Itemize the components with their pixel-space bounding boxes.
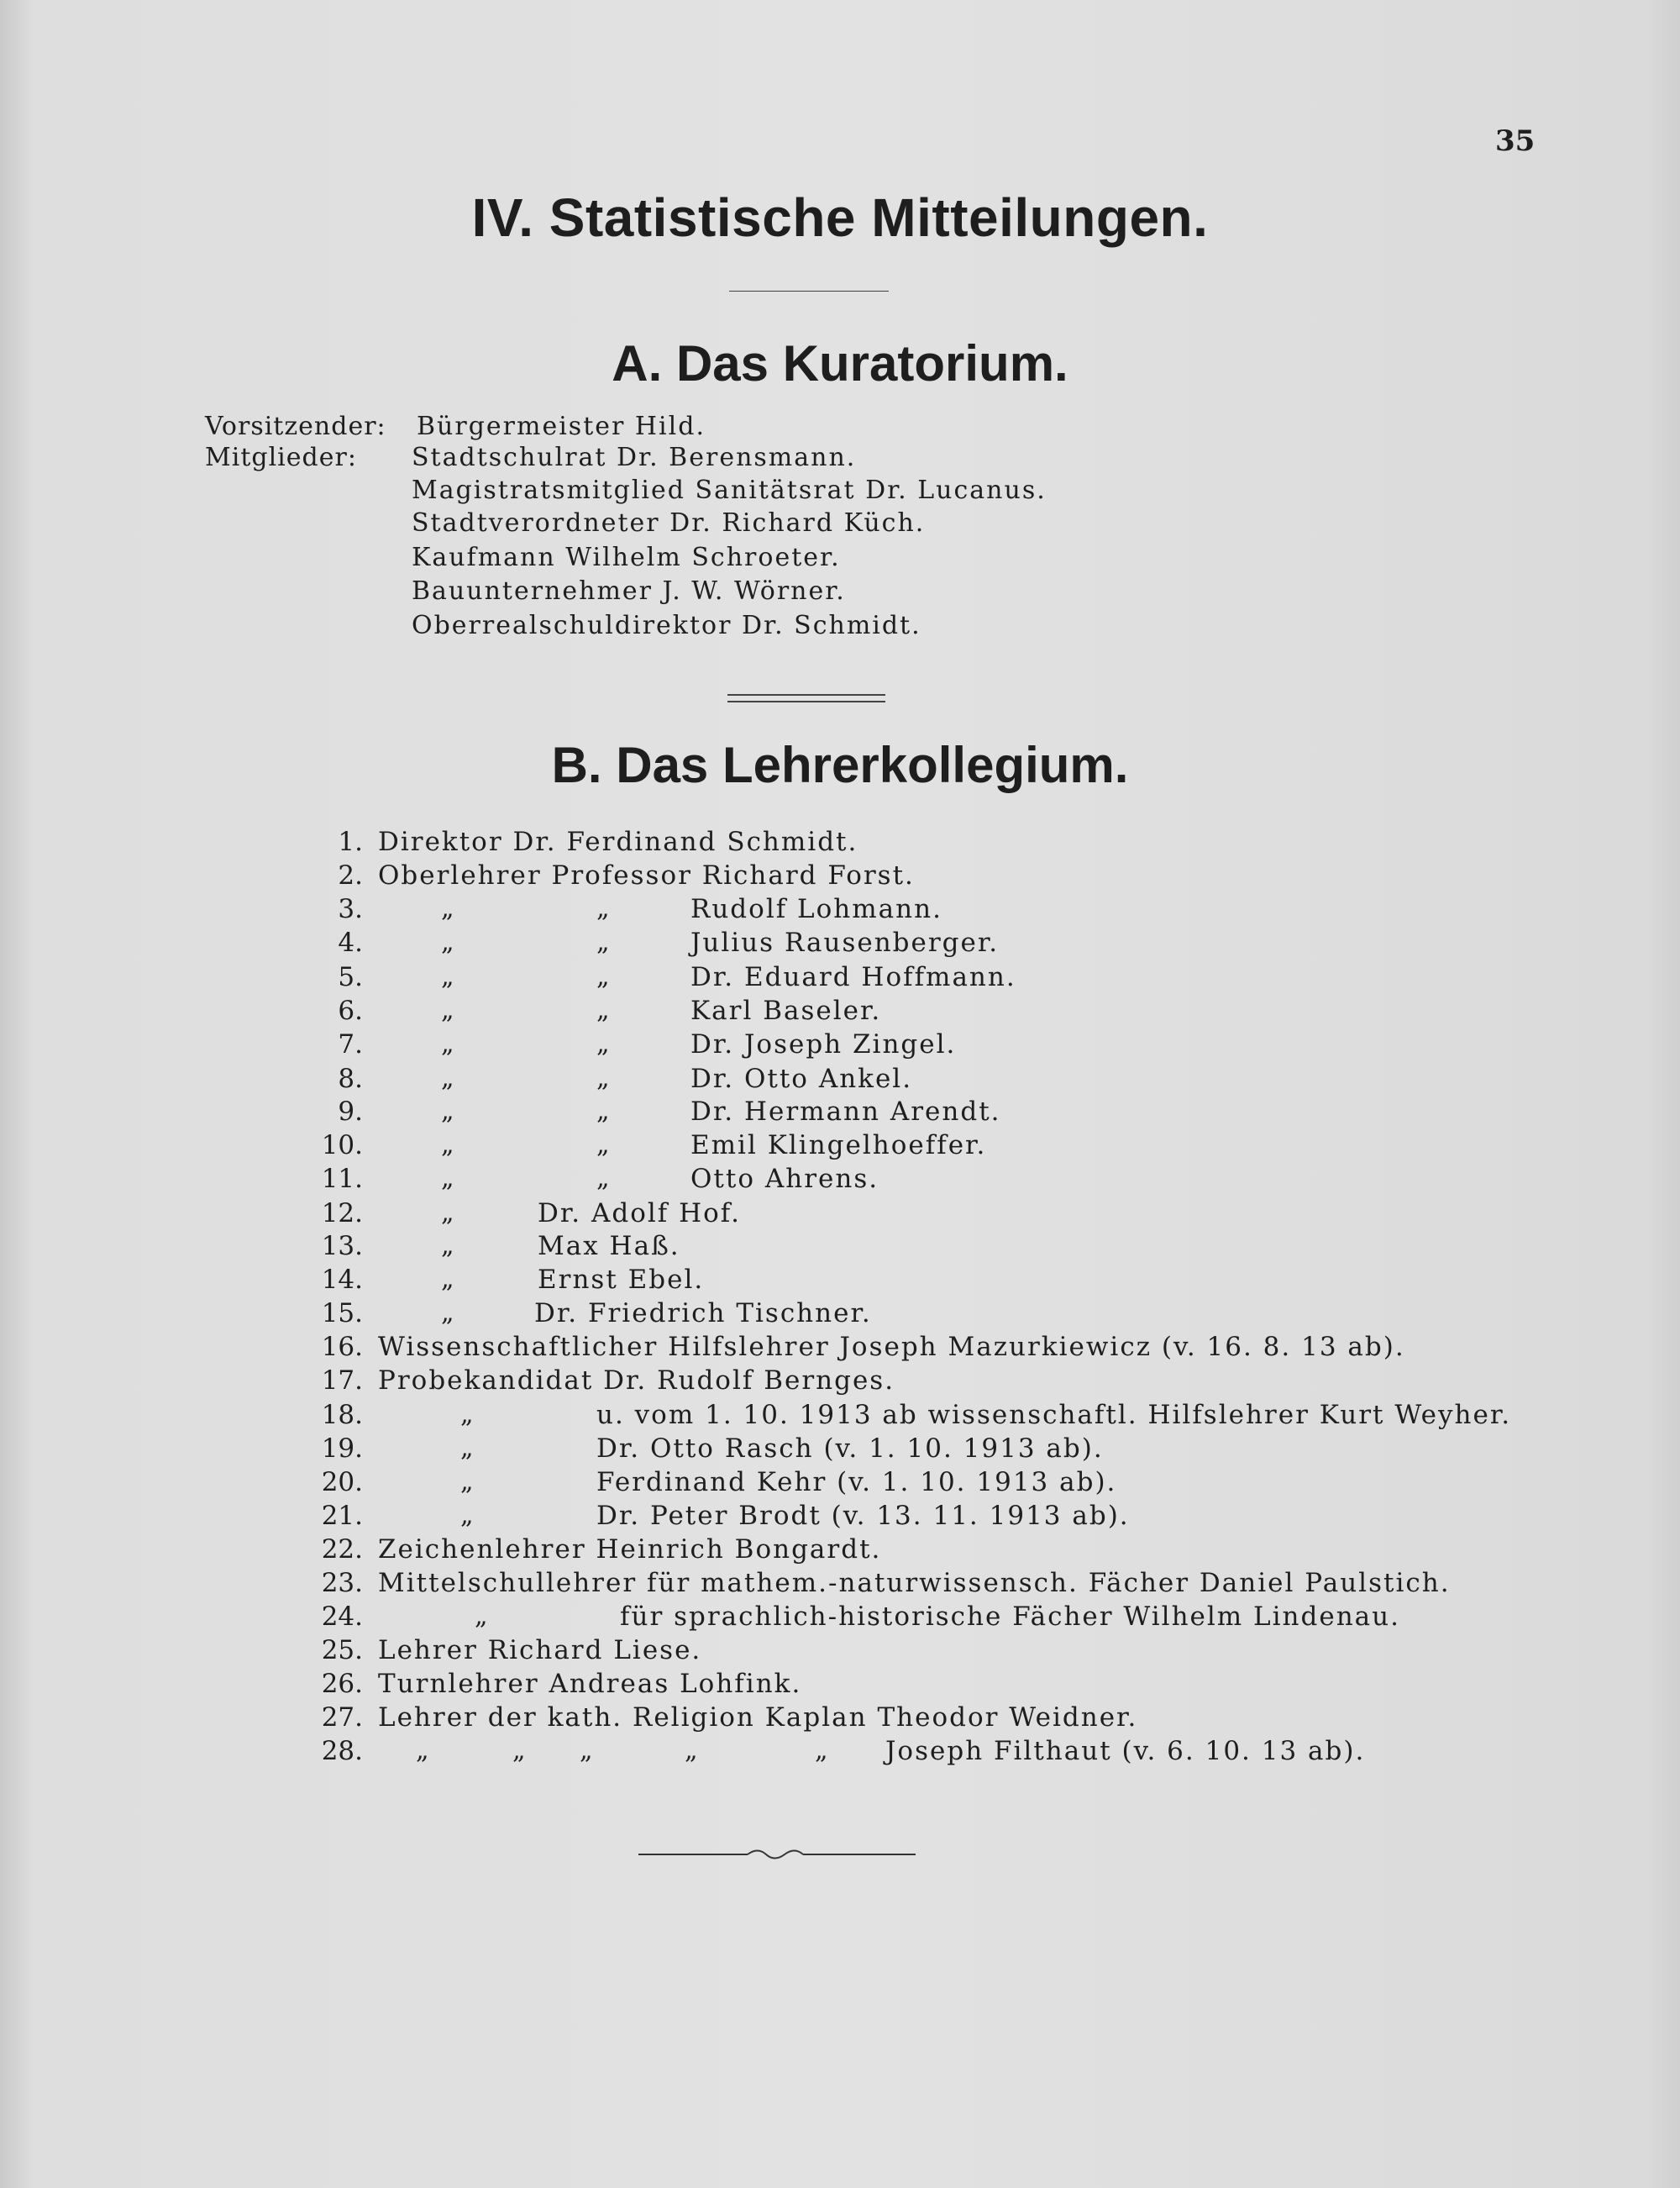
ditto-mark: „: [596, 962, 610, 991]
row-text: Dr. Adolf Hof.: [538, 1198, 742, 1228]
row-number: 7.: [338, 1029, 363, 1060]
row-number: 11.: [321, 1164, 363, 1194]
row-text: Dr. Friedrich Tischner.: [534, 1298, 872, 1328]
ditto-mark: „: [460, 1400, 474, 1429]
ditto-mark: „: [441, 1265, 454, 1294]
ditto-mark: „: [441, 1198, 454, 1228]
row-text: Dr. Otto Ankel.: [690, 1064, 913, 1094]
main-title: IV. Statistische Mitteilungen.: [471, 187, 1209, 248]
ditto-mark: „: [580, 1736, 593, 1765]
row-number: 14.: [321, 1265, 363, 1295]
row-number: 26.: [321, 1669, 363, 1699]
row-text: u. vom 1. 10. 1913 ab wissenschaftl. Hilfslehrer Kurt Weyher.: [596, 1400, 1512, 1430]
row-number: 3.: [338, 894, 363, 924]
section-divider: [727, 694, 885, 702]
row-number: 25.: [321, 1635, 363, 1665]
row-number: 13.: [321, 1231, 363, 1261]
member-line: Magistratsmitglied Sanitätsrat Dr. Lucanus.: [412, 476, 1047, 505]
row-text: Dr. Eduard Hoffmann.: [690, 962, 1016, 992]
ditto-mark: „: [416, 1736, 429, 1765]
row-number: 9.: [338, 1097, 363, 1127]
row-text: Emil Klingelhoeffer.: [690, 1130, 987, 1160]
title-divider: [729, 291, 889, 292]
row-text: für sprachlich-historische Fächer Wilhelm Lindenau.: [620, 1602, 1400, 1632]
row-text: Dr. Peter Brodt (v. 13. 11. 1913 ab).: [596, 1501, 1130, 1531]
row-number: 2.: [338, 860, 363, 891]
row-number: 19.: [321, 1433, 363, 1464]
ditto-mark: „: [685, 1736, 698, 1765]
ditto-mark: „: [441, 1064, 454, 1093]
ditto-mark: „: [460, 1467, 474, 1496]
ditto-mark: „: [596, 1164, 610, 1193]
row-text: Dr. Joseph Zingel.: [690, 1029, 957, 1060]
row-number: 12.: [321, 1198, 363, 1228]
row-number: 15.: [321, 1298, 363, 1328]
row-number: 17.: [321, 1365, 363, 1396]
row-text: Dr. Otto Rasch (v. 1. 10. 1913 ab).: [596, 1433, 1104, 1464]
row-number: 5.: [338, 962, 363, 992]
ditto-mark: „: [441, 996, 454, 1025]
row-text: Dr. Hermann Arendt.: [690, 1097, 1001, 1127]
row-text: Probekandidat Dr. Rudolf Bernges.: [378, 1365, 895, 1396]
ditto-mark: „: [441, 1164, 454, 1193]
row-text: Joseph Filthaut (v. 6. 10. 13 ab).: [885, 1736, 1366, 1766]
row-text: Ernst Ebel.: [538, 1265, 705, 1295]
row-number: 21.: [321, 1501, 363, 1531]
members-label: Mitglieder:: [205, 443, 357, 472]
row-number: 4.: [338, 928, 363, 958]
row-number: 23.: [321, 1568, 363, 1598]
ditto-mark: „: [596, 1130, 610, 1160]
member-line: Stadtverordneter Dr. Richard Küch.: [412, 508, 926, 538]
row-text: Wissenschaftlicher Hilfslehrer Joseph Mazurkiewicz (v. 16. 8. 13 ab).: [378, 1332, 1405, 1362]
row-text: Ferdinand Kehr (v. 1. 10. 1913 ab).: [596, 1467, 1117, 1497]
row-number: 28.: [321, 1736, 363, 1766]
ditto-mark: „: [441, 928, 454, 957]
row-number: 8.: [338, 1064, 363, 1094]
row-number: 22.: [321, 1534, 363, 1565]
row-number: 24.: [321, 1602, 363, 1632]
ditto-mark: „: [441, 1029, 454, 1059]
ditto-mark: „: [441, 894, 454, 923]
ditto-mark: „: [596, 996, 610, 1025]
ditto-mark: „: [441, 1130, 454, 1160]
row-text: Rudolf Lohmann.: [690, 894, 942, 924]
row-text: Turnlehrer Andreas Lohfink.: [378, 1669, 802, 1699]
ditto-mark: „: [512, 1736, 526, 1765]
ditto-mark: „: [441, 1097, 454, 1126]
row-number: 6.: [338, 996, 363, 1026]
row-number: 27.: [321, 1702, 363, 1733]
row-text: Lehrer Richard Liese.: [378, 1635, 702, 1665]
row-text: Max Haß.: [538, 1231, 680, 1261]
member-line: Bauunternehmer J. W. Wörner.: [412, 576, 846, 606]
row-text: Lehrer der kath. Religion Kaplan Theodor Weidner.: [378, 1702, 1138, 1733]
row-number: 10.: [321, 1130, 363, 1160]
ditto-mark: „: [460, 1433, 474, 1463]
member-line: Kaufmann Wilhelm Schroeter.: [412, 543, 841, 572]
page-number: 35: [1495, 124, 1536, 158]
row-text: Julius Rausenberger.: [690, 928, 1000, 958]
row-number: 16.: [321, 1332, 363, 1362]
section-b-title: B. Das Lehrerkollegium.: [551, 737, 1129, 793]
section-a-title: A. Das Kuratorium.: [612, 335, 1068, 392]
row-text: Mittelschullehrer für mathem.-naturwissensch. Fächer Daniel Paulstich.: [378, 1568, 1451, 1598]
row-text: Zeichenlehrer Heinrich Bongardt.: [378, 1534, 882, 1565]
chair-name: Bürgermeister Hild.: [417, 412, 706, 441]
ditto-mark: „: [441, 1231, 454, 1260]
row-text: Otto Ahrens.: [690, 1164, 879, 1194]
row-number: 18.: [321, 1400, 363, 1430]
ditto-mark: „: [475, 1602, 488, 1631]
ditto-mark: „: [596, 1029, 610, 1059]
chair-label: Vorsitzender:: [205, 412, 386, 441]
ditto-mark: „: [596, 894, 610, 923]
row-text: Oberlehrer Professor Richard Forst.: [378, 860, 915, 891]
row-number: 1.: [338, 827, 363, 857]
ditto-mark: „: [460, 1501, 474, 1530]
ditto-mark: „: [596, 928, 610, 957]
ditto-mark: „: [596, 1064, 610, 1093]
row-text: Direktor Dr. Ferdinand Schmidt.: [378, 827, 858, 857]
member-line: Oberrealschuldirektor Dr. Schmidt.: [412, 611, 921, 640]
end-flourish: [638, 1842, 916, 1867]
row-text: Karl Baseler.: [690, 996, 882, 1026]
ditto-mark: „: [815, 1736, 828, 1765]
member-line: Stadtschulrat Dr. Berensmann.: [412, 443, 857, 472]
ditto-mark: „: [441, 962, 454, 991]
row-number: 20.: [321, 1467, 363, 1497]
ditto-mark: „: [596, 1097, 610, 1126]
ditto-mark: „: [441, 1298, 454, 1328]
